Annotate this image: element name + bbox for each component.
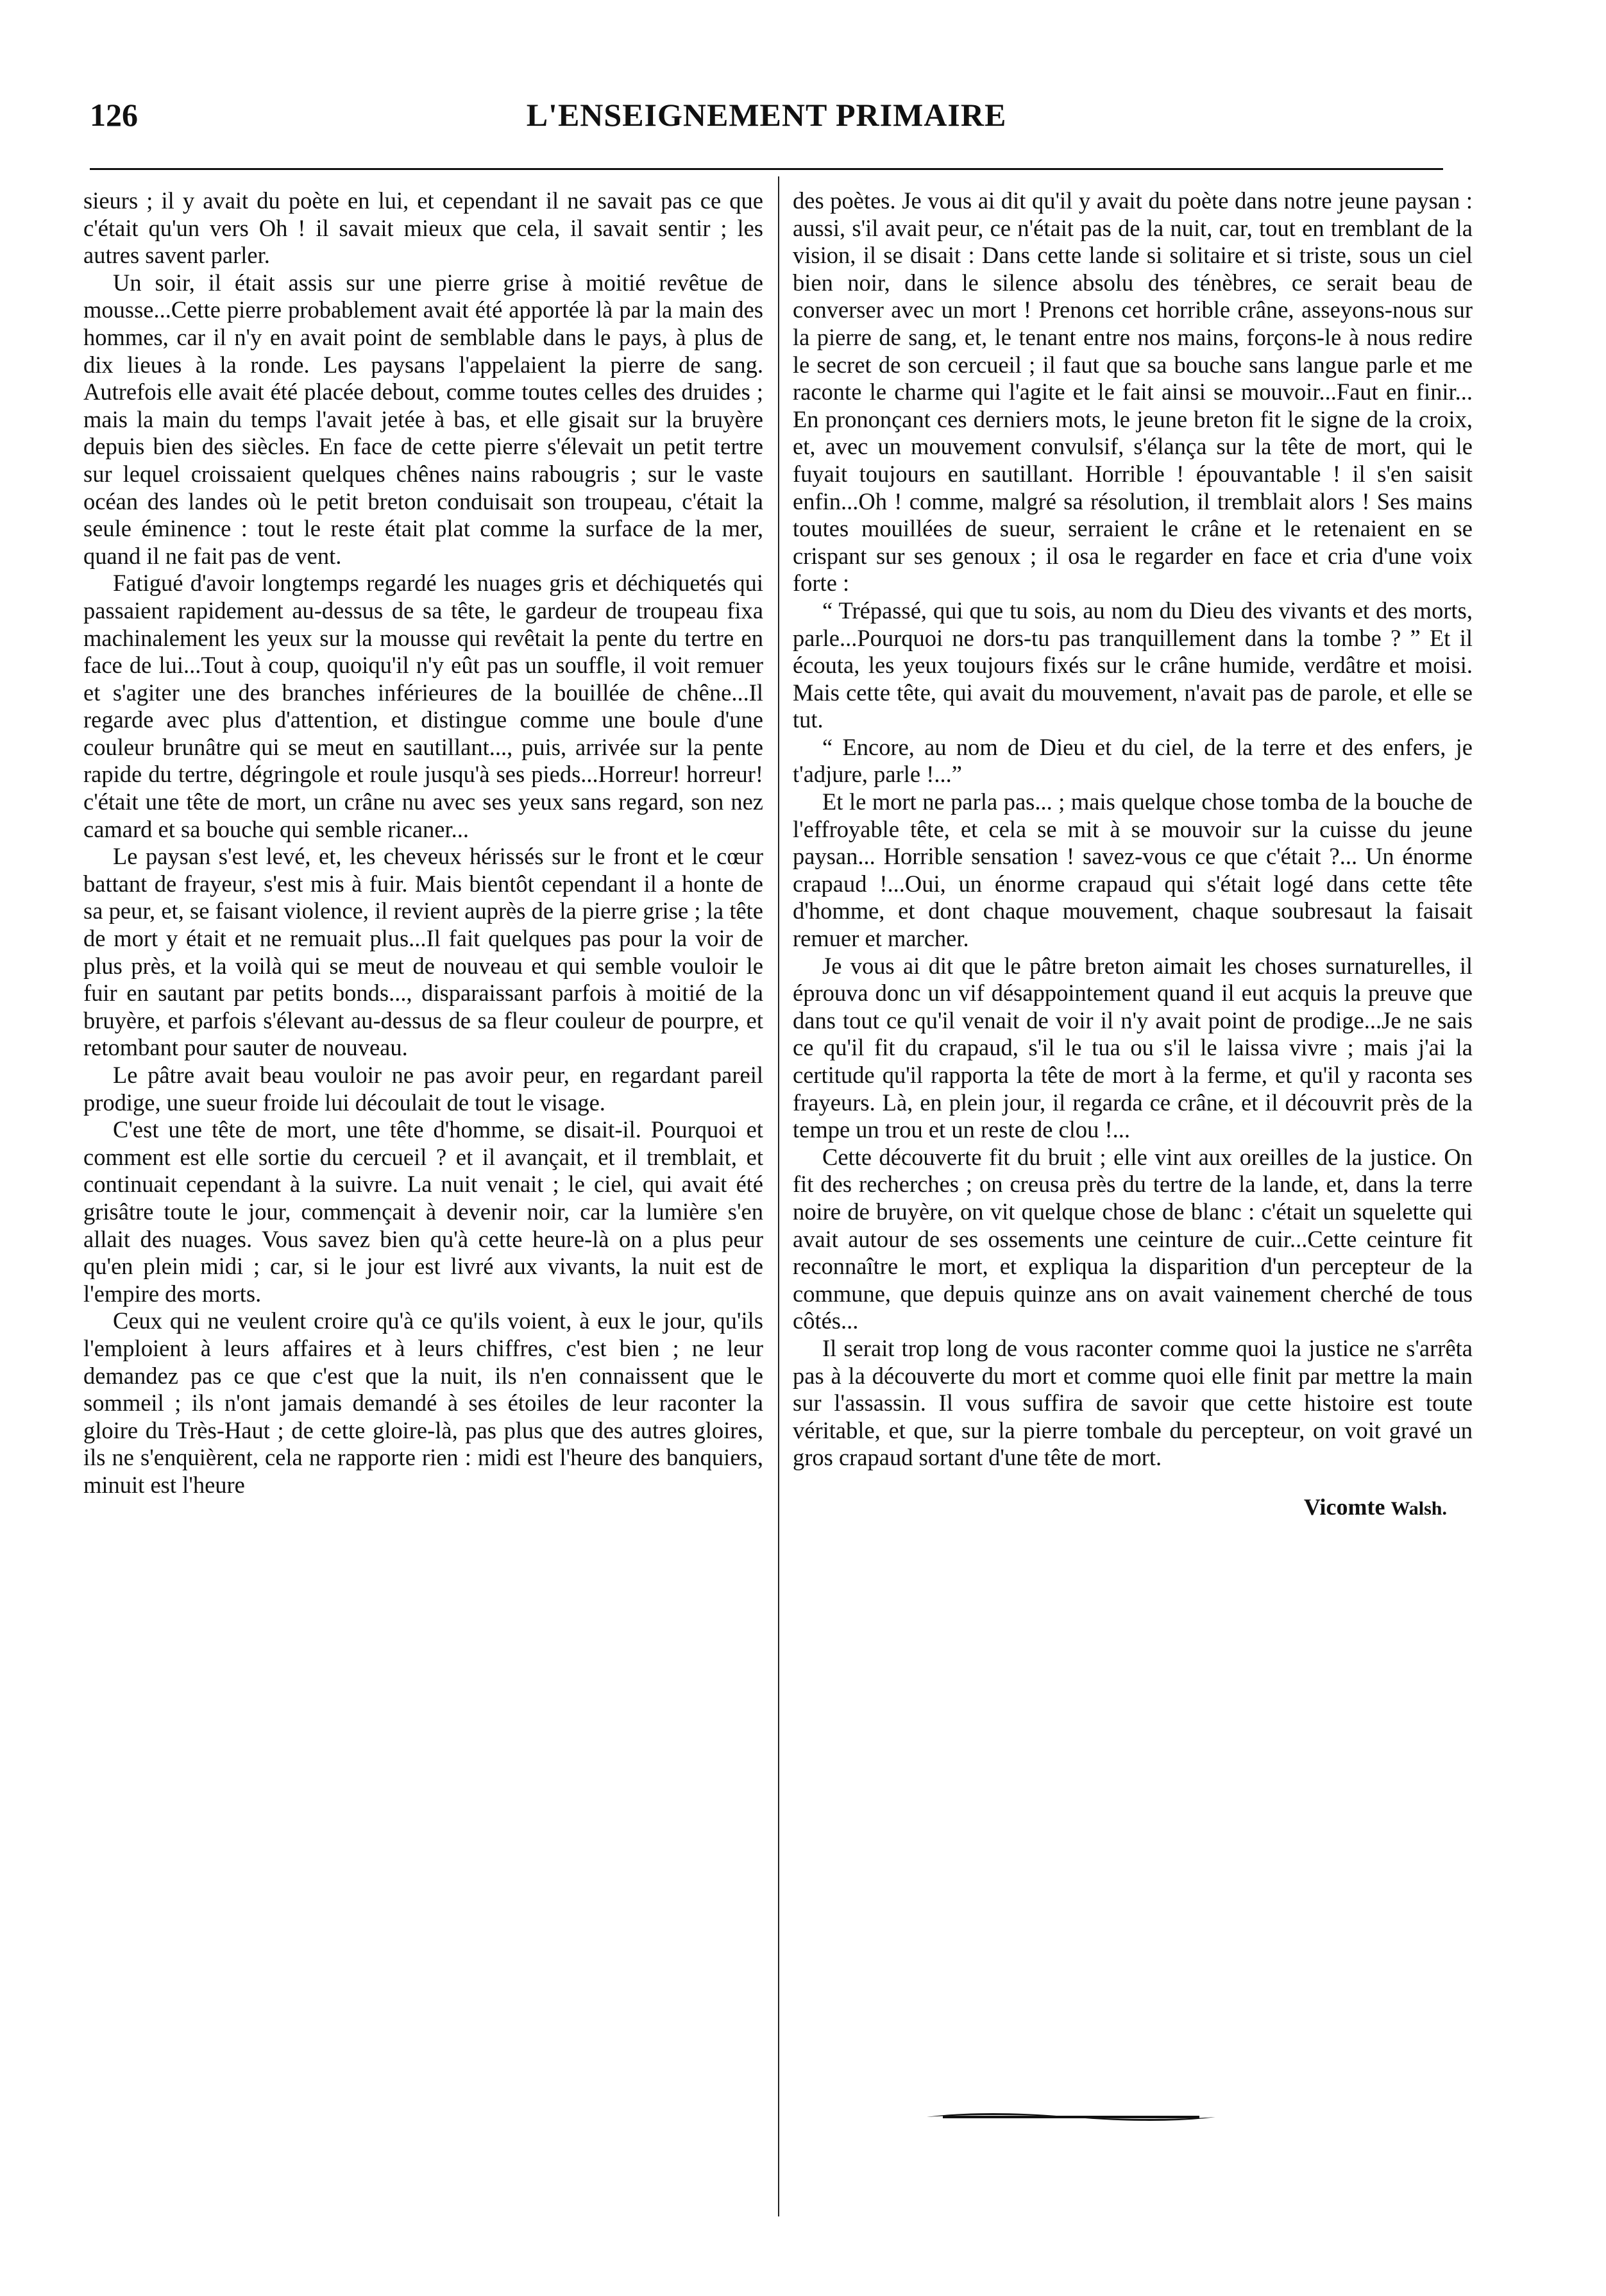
paragraph: Le pâtre avait beau vouloir ne pas avoir peur, en regardant pareil prodige, une sueur froide lui découlait de tout le visage. <box>83 1062 763 1116</box>
header-rule <box>90 168 1443 170</box>
right-column <box>793 187 1473 1523</box>
paragraph: sieurs ; il y avait du poète en lui, et cependant il ne savait pas ce que c'était qu'un vers Oh ! il savait mieux que cela, il savait sentir ; les autres savent parler. <box>83 187 763 269</box>
paragraph: Ceux qui ne veulent croire qu'à ce qu'ils voient, à eux le jour, qu'ils l'emploient à leurs affaires et à leurs chiffres, c'est bien ; ne leur demandez pas ce que c'est que la nuit, ils n'en connaissent que le sommeil ; ils n'ont jamais demandé à ses étoiles de leur raconter la gloire du Très-Haut ; de cette gloire-là, pas plus que des autres gloires, ils ne s'enquièrent, cela ne rapporte rien : midi est l'heure des banquiers, minuit est l'heure <box>83 1307 763 1498</box>
signature-name: Vicomte <box>1303 1493 1385 1520</box>
paragraph: Un soir, il était assis sur une pierre grise à moitié revêtue de mousse...Cette pierre probablement avait été apportée là par la main des hommes, car il n'y en avait point de semblable dans le pays, à plus de dix lieues à la ronde. Les paysans l'appelaient la pierre de sang. Autrefois elle avait été placée debout, comme toutes celles des druides ; mais la main du temps l'avait jetée à bas, et elle gisait sur la bruyère depuis bien des siècles. En face de cette pierre s'élevait un petit tertre sur lequel croissaient quelques chênes nains rabougris ; sur le vaste océan des landes où le petit breton conduisait son troupeau, c'était la seule éminence : tout le reste était plat comme la surface de la mer, quand il ne fait pas de vent. <box>83 269 763 569</box>
running-title: L'ENSEIGNEMENT PRIMAIRE <box>526 97 1007 133</box>
left-column <box>83 187 763 1499</box>
paragraph: Cette découverte fit du bruit ; elle vint aux oreilles de la justice. On fit des recherches ; on creusa près du tertre de la lande, et, dans la terre noire de bruyère, on vit quelque chose de blanc : c'était un squelette qui avait autour de ses ossements une ceinture de cuir...Cette ceinture fit reconnaître le mort, et expliqua la disparition d'un percepteur de la commune, que depuis quinze ans on avait vainement cherché de tous côtés... <box>793 1143 1473 1334</box>
author-signature <box>793 1493 1473 1523</box>
column-divider <box>778 176 779 2216</box>
paragraph: Je vous ai dit que le pâtre breton aimait les choses surnaturelles, il éprouva donc un vif désappointement quand il eut acquis la preuve que dans tout ce qu'il venait de voir il n'y avait point de prodige...Je ne sais ce qu'il fit du crapaud, s'il le tua ou s'il le laissa vivre ; mais j'ai la certitude qu'il rapporta la tête de mort à la ferme, et qu'il y raconta ses frayeurs. Là, en plein jour, il regarda ce crâne, et il découvrit près de la tempe un trou et un reste de clou !... <box>793 952 1473 1143</box>
paragraph: “ Encore, au nom de Dieu et du ciel, de la terre et des enfers, je t'adjure, parle !...” <box>793 733 1473 788</box>
paragraph: Le paysan s'est levé, et, les cheveux hérissés sur le front et le cœur battant de frayeur, s'est mis à fuir. Mais bientôt cependant il a honte de sa peur, et, se faisant violence, il revient auprès de la pierre grise ; la tête de mort y était et ne remuait plus...Il fait quelques pas pour la voir de plus près, et la voilà qui se meut de nouveau et qui semble vouloir le fuir en sautant par petits bonds..., disparaissant parfois à moitié de la bruyère, et parfois s'élevant au-dessus de sa fleur couleur de pourpre, et retombant pour sauter de nouveau. <box>83 843 763 1061</box>
paragraph: des poètes. Je vous ai dit qu'il y avait du poète dans notre jeune paysan : aussi, s'il avait peur, ce n'était pas de la nuit, car, tout en tremblant de la vision, il se disait : Dans cette lande si solitaire et si triste, sous un ciel bien noir, dans le silence absolu des ténèbres, ce serait beau de converser avec un mort ! Prenons cet horrible crâne, asseyons-nous sur la pierre de sang, et, le tenant entre nos mains, forçons-le à nous redire le secret de son cercueil ; il faut que sa bouche sans langue parle et me raconte le charme qui l'agite et le fait ainsi se mouvoir...Faut en finir... En prononçant ces derniers mots, le jeune breton fit le signe de la croix, et, avec un mouvement convulsif, s'élança sur la tête de mort, qui le fuyait toujours en sautillant. Horrible ! épouvantable ! il s'en saisit enfin...Oh ! comme, malgré sa résolution, il tremblait alors ! Ses mains toutes mouillées de sueur, serraient le crâne et le retenaient en se crispant sur ses genoux ; il osa le regarder en face et cria d'une voix forte : <box>793 187 1473 597</box>
end-ornament-rule <box>924 2111 1219 2123</box>
paragraph: Il serait trop long de vous raconter comme quoi la justice ne s'arrêta pas à la découverte du mort et comme quoi elle finit par mettre la main sur l'assassin. Il vous suffira de savoir que cette histoire est toute véritable, et que, sur la pierre tombale du percepteur, on voit gravé un gros crapaud sortant d'une tête de mort. <box>793 1334 1473 1471</box>
paragraph: C'est une tête de mort, une tête d'homme, se disait-il. Pourquoi et comment est elle sortie du cercueil ? et il avançait, et il tremblait, et continuait cependant à la suivre. La nuit venait ; le ciel, qui avait été grisâtre toute le jour, commençait à devenir noir, car la lumière s'en allait des nuages. Vous savez bien qu'à cette heure-là on a plus peur qu'en plein midi ; car, si le jour est livré aux vivants, la nuit est de l'empire des morts. <box>83 1116 763 1307</box>
paragraph: Et le mort ne parla pas... ; mais quelque chose tomba de la bouche de l'effroyable tête, et cela se mit à se mouvoir sur la cuisse du jeune paysan... Horrible sensation ! savez-vous ce que c'était ?... Un énorme crapaud !...Oui, un énorme crapaud qui s'était logé dans cette tête d'homme, et dont chaque mouvement, chaque soubresaut la faisait remuer et marcher. <box>793 788 1473 952</box>
paragraph: Fatigué d'avoir longtemps regardé les nuages gris et déchiquetés qui passaient rapidement au-dessus de sa tête, le gardeur de troupeau fixa machinalement les yeux sur la mousse qui revêtait la pente du tertre en face de lui...Tout à coup, quoiqu'il n'y eût pas un souffle, il voit remuer et s'agiter une des branches inférieures de la bouillée de chêne...Il regarde avec plus d'attention, et distingue comme une boule d'une couleur brunâtre qui se meut en sautillant..., puis, arrivée sur la pente rapide du tertre, dégringole et roule jusqu'à ses pieds...Horreur! horreur! c'était une tête de mort, un crâne nu avec ses yeux sans regard, son nez camard et sa bouche qui semble ricaner... <box>83 570 763 842</box>
signature-surname: Walsh. <box>1390 1497 1447 1519</box>
page-number: 126 <box>90 97 138 133</box>
page-header <box>90 96 1443 148</box>
paragraph: “ Trépassé, qui que tu sois, au nom du Dieu des vivants et des morts, parle...Pourquoi ne dors-tu pas tranquillement dans la tombe ? ” Et il écouta, les yeux toujours fixés sur le crâne humide, verdâtre et moisi. Mais cette tête, qui avait du mouvement, n'avait pas de parole, et elle se tut. <box>793 597 1473 733</box>
